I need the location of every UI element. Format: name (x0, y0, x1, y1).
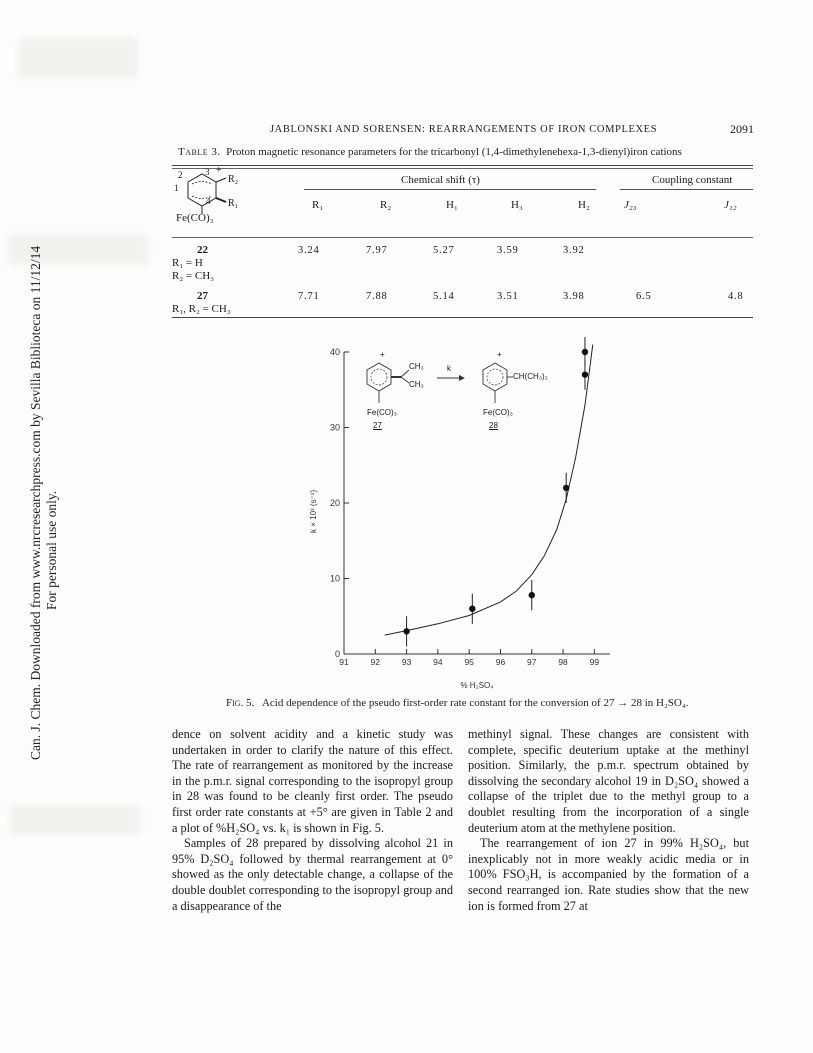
figure-caption-label: Fig. 5. (226, 697, 255, 709)
y-tick-label: 20 (329, 498, 340, 508)
data-point (469, 606, 475, 612)
struct-pos-1: 1 (174, 183, 179, 193)
figure-5 (310, 334, 630, 694)
x-tick-label: 99 (589, 657, 600, 667)
table-top-rule-2 (172, 168, 753, 169)
coupling-constant-header: Coupling constant (652, 174, 733, 186)
x-axis-label: % H₂SO₄ (460, 681, 494, 690)
row-27-j12: 4.8 (728, 291, 744, 302)
reaction-scheme (355, 348, 555, 458)
struct-pos-3: 3 (205, 167, 210, 177)
row-22-r2: 7.97 (366, 245, 388, 256)
table-title-text: Proton magnetic resonance parameters for the tricarbonyl (1,4-dimethylenehexa-1,3-dienyl)iron cations (226, 146, 682, 158)
scheme-label-28: 28 (489, 421, 498, 430)
struct-plus: + (216, 165, 222, 176)
row-22-h3: 3.59 (497, 245, 519, 256)
struct-r1: R₁ (228, 198, 239, 209)
running-head: JABLONSKI AND SORENSEN: REARRANGEMENTS OF IRON COMPLEXES (270, 124, 658, 135)
body-paragraph: methinyl signal. These changes are consistent with complete, specific deuterium uptake at the methinyl position. Similarly, the p.m.r. spectrum obtained by dissolving the secondary alcohol 19 in D₂SO₄ showed a collapse of the triplet due to the methyl group to a doublet resulting from the incorporation of a single deuterium atom at the methylene position. (468, 727, 749, 835)
figure-caption (226, 697, 688, 709)
row-27-h2: 3.98 (563, 291, 585, 302)
x-tick-label: 96 (495, 657, 506, 667)
col-header-h2: H₂ (578, 199, 590, 211)
data-point (582, 349, 588, 355)
coupling-rule (620, 189, 753, 190)
row-27-compound: 27 (197, 290, 208, 302)
page-number: 2091 (730, 122, 754, 136)
y-tick-label: 0 (334, 649, 340, 659)
x-tick-label: 94 (433, 657, 443, 667)
x-tick-label: 91 (339, 657, 349, 667)
col-header-h3: H₃ (511, 199, 523, 211)
scheme-ch3-top: CH₃ (409, 362, 424, 371)
download-notice-sidebar (10, 240, 59, 760)
download-notice-line-1: Can. J. Chem. Downloaded from www.nrcresearchpress.com by Sevilla Biblioteca on 11/12/14 (28, 245, 43, 760)
table-title (178, 146, 682, 158)
data-point (529, 592, 535, 598)
scheme-label-27: 27 (373, 421, 382, 430)
col-header-j12: J₁₂ (724, 199, 737, 211)
body-column-right (468, 727, 749, 914)
y-tick-label: 40 (329, 347, 340, 357)
x-tick-label: 93 (401, 657, 412, 667)
x-tick-label: 98 (558, 657, 568, 667)
y-tick-label: 10 (329, 573, 340, 584)
row-22-h1: 5.27 (433, 245, 455, 256)
body-column-left (172, 727, 453, 914)
body-paragraph: The rearrangement of ion 27 in 99% H₂SO₄, but inexplicably not in more weakly acidic media or in 100% FSO₃H, is accompanied by the formation of a second rearranged ion. Rate studies show that the new ion is formed from 27 at (468, 836, 749, 913)
row-27-r2: 7.88 (366, 291, 388, 302)
struct-fe: Fe(CO)₃ (176, 212, 214, 224)
data-point (403, 628, 409, 634)
body-paragraph: dence on solvent acidity and a kinetic study was undertaken in order to clarify the nature of this effect. The rate of rearrangement as monitored by the increase in the p.m.r. signal corresponding to the isopropyl group in 28 was found to be cleanly first order. The pseudo first order rate constants at +5° are given in Table 2 and a plot of %H₂SO₄ vs. k₁ is shown in Fig. 5. (172, 727, 453, 835)
table-label: Table 3. (178, 146, 221, 158)
col-header-r2: R₂ (380, 199, 392, 211)
figure-caption-text: Acid dependence of the pseudo first-order rate constant for the conversion of 27 → 28 in H₂SO₄. (261, 697, 689, 709)
row-22-sub2: R₂ = CH₃ (172, 270, 214, 282)
scheme-fe-1: Fe(CO)₃ (367, 408, 397, 417)
body-paragraph: Samples of 28 prepared by dissolving alcohol 21 in 95% D₂SO₄ followed by thermal rearrangement at 0° showed as the only detectable change, a collapse of the double doublet corresponding to the isopropyl group and a disappearance of the (172, 836, 453, 913)
scan-artifact (10, 805, 140, 835)
row-27-j23: 6.5 (636, 291, 652, 302)
col-header-j23: J₂₃ (624, 199, 637, 211)
table-header-rule (172, 237, 753, 238)
data-point (563, 485, 569, 491)
row-22-r1: 3.24 (298, 245, 320, 256)
table-bottom-rule (172, 317, 753, 318)
scheme-rate-k: k (447, 364, 451, 373)
scheme-fe-2: Fe(CO)₃ (483, 408, 513, 417)
struct-r2: R₂ (228, 174, 239, 185)
struct-pos-2: 2 (178, 170, 183, 180)
chemical-shift-header: Chemical shift (τ) (401, 174, 480, 186)
col-header-h1: H₁ (446, 199, 458, 211)
row-27-h1: 5.14 (433, 291, 455, 302)
row-22-h2: 3.92 (563, 245, 585, 256)
scan-artifact (18, 38, 138, 78)
row-22-compound: 22 (197, 244, 208, 256)
struct-pos-4: 4 (206, 196, 211, 206)
row-27-h3: 3.51 (497, 291, 519, 302)
x-tick-label: 92 (370, 657, 381, 667)
scheme-plus-1: + (380, 350, 385, 359)
row-27-r1: 7.71 (298, 291, 320, 302)
scheme-isopropyl: CH(CH₃)₂ (513, 372, 548, 381)
table-structure (172, 165, 282, 230)
x-tick-label: 95 (464, 657, 474, 667)
scheme-ch3-bottom: CH₃ (409, 380, 424, 389)
y-axis-label: k × 10³ (s⁻¹) (309, 489, 318, 533)
table-top-rule (172, 165, 753, 166)
scheme-plus-2: + (497, 350, 502, 359)
y-tick-label: 30 (329, 422, 340, 433)
x-tick-label: 97 (527, 657, 537, 667)
chemical-shift-rule (304, 189, 596, 190)
row-22-sub1: R₁ = H (172, 257, 203, 269)
data-point (582, 371, 588, 377)
row-27-sub1: R₁, R₂ = CH₃ (172, 303, 231, 315)
col-header-r1: R₁ (312, 199, 324, 211)
download-notice-line-2: For personal use only. (44, 490, 59, 610)
